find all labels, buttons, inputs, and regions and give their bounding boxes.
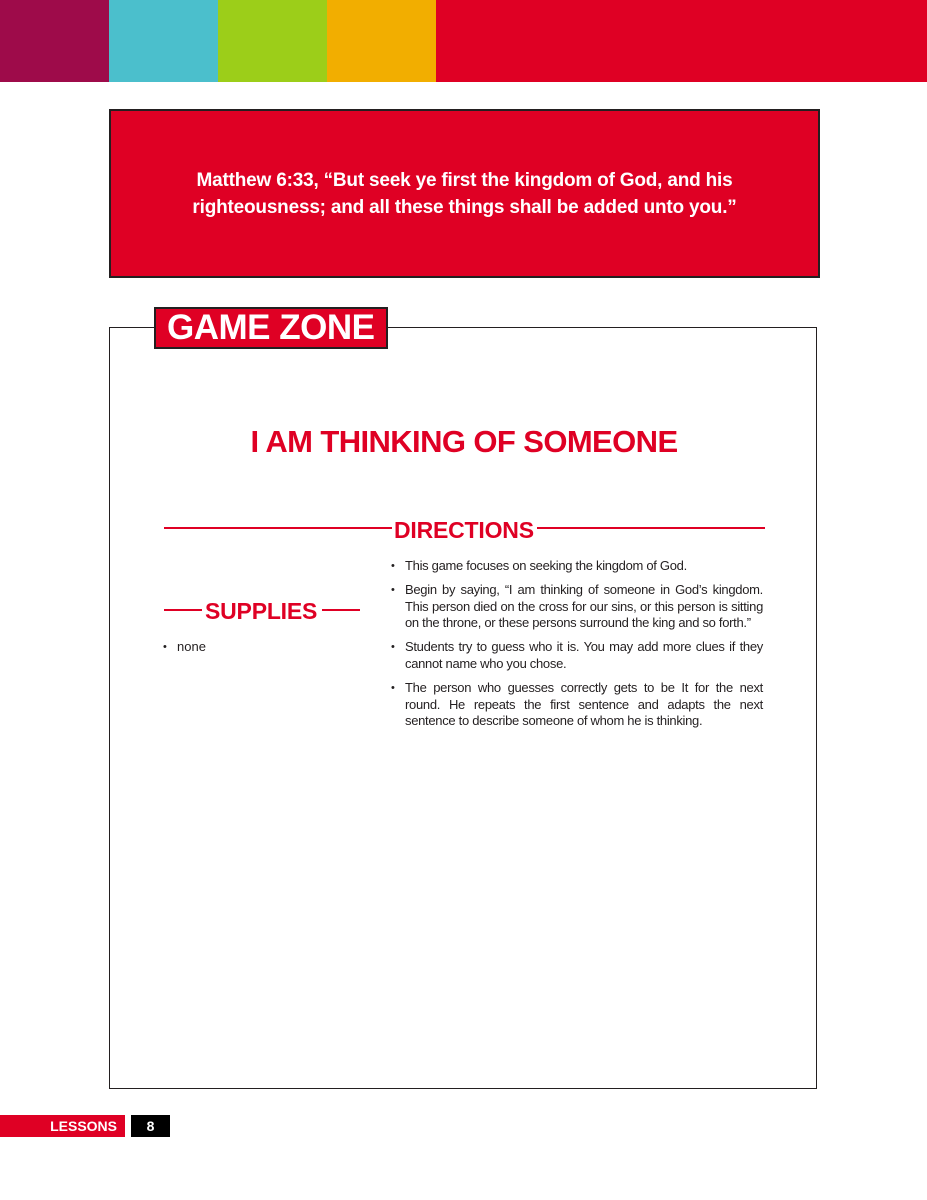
memory-verse-text: Matthew 6:33, “But seek ye first the kingdom of God, and his righteousness; and all these things shall be added unto you.” (192, 169, 737, 218)
supplies-list (163, 639, 353, 662)
footer-section-label: LESSONS (0, 1115, 125, 1137)
color-band-red (436, 0, 927, 82)
memory-verse-box (109, 109, 820, 278)
directions-item: • The person who guesses correctly gets to be It for the next round. He repeats the first sentence and adapts the next sentence to describe someone of whom he is thinking. (391, 680, 763, 730)
game-title: I AM THINKING OF SOMEONE (250, 424, 678, 459)
color-band-cyan (109, 0, 218, 82)
color-band-header (0, 0, 927, 82)
directions-rule-right (537, 527, 765, 529)
supplies-heading: SUPPLIES (205, 598, 318, 624)
directions-rule-left (164, 527, 392, 529)
directions-list (391, 558, 763, 737)
directions-item: • Students try to guess who it is. You may add more clues if they cannot name who you chose. (391, 639, 763, 673)
directions-item: • This game focuses on seeking the kingdom of God. (391, 558, 763, 575)
color-band-orange (327, 0, 436, 82)
directions-item: • Begin by saying, “I am thinking of someone in God’s kingdom. This person died on the cross for our sins, or this person is sitting on the throne, or these persons surround the king and so forth.” (391, 582, 763, 632)
supplies-rule-left (164, 609, 202, 611)
color-band-magenta (0, 0, 109, 82)
game-zone-label: GAME ZONE (154, 307, 388, 349)
directions-heading: DIRECTIONS (394, 517, 534, 543)
footer-page-number: 8 (131, 1115, 170, 1137)
supplies-rule-right (322, 609, 360, 611)
color-band-green (218, 0, 327, 82)
supplies-item: • none (163, 639, 353, 655)
